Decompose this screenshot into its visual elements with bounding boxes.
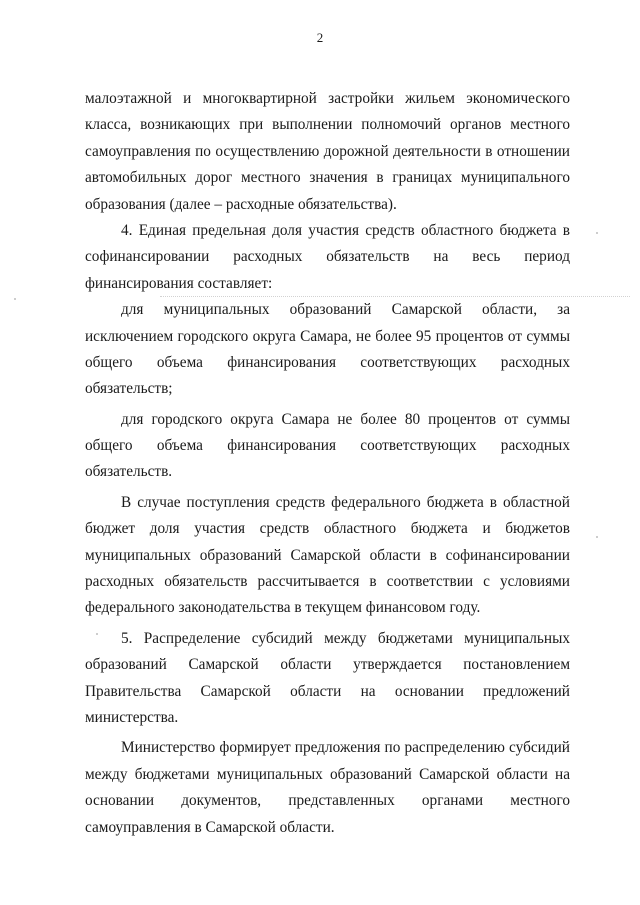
text-line: малоэтажной и многоквартирной застройки жильем экономического <box>85 90 570 107</box>
text-line: общего объема финансирования соответствующих расходных <box>85 437 570 455</box>
text-line: расходных обязательств рассчитывается в соответствии с условиями <box>85 573 570 591</box>
scan-artifact-line <box>160 296 630 299</box>
text-line: для городского округа Самара не более 80 процентов от суммы <box>121 410 570 428</box>
page-number: 2 <box>316 30 324 45</box>
document-body <box>85 86 570 841</box>
scan-artifact-dot <box>14 298 16 300</box>
text-line: между бюджетами муниципальных образований Самарской области на <box>85 765 570 783</box>
text-line: финансирования составляет: <box>85 274 273 292</box>
text-line: Правительства Самарской области на основании предложений <box>85 682 570 700</box>
text-line: Министерство формирует предложения по распределению субсидий <box>121 739 570 757</box>
text-line: образования (далее – расходные обязательства). <box>85 195 397 213</box>
scan-artifact-dot <box>596 536 598 538</box>
text-line: самоуправления в Самарской области. <box>85 818 335 836</box>
text-line: класса, возникающих при выполнении полномочий органов местного <box>85 116 570 134</box>
text-line: обязательств; <box>85 380 173 398</box>
scan-artifact-dot <box>96 633 98 635</box>
text-line: федерального законодательства в текущем финансовом году. <box>85 599 481 617</box>
text-line: для муниципальных образований Самарской области, за <box>121 301 570 319</box>
text-line: общего объема финансирования соответствующих расходных <box>85 353 570 371</box>
text-line: обязательств. <box>85 463 173 481</box>
text-line: бюджет доля участия средств областного бюджета и бюджетов <box>85 520 570 538</box>
text-line: самоуправления по осуществлению дорожной деятельности в отношении <box>85 142 570 160</box>
scan-artifact-dot <box>596 232 598 234</box>
text-line: муниципальных образований Самарской области в софинансировании <box>85 546 570 564</box>
text-line: софинансировании расходных обязательств на весь период <box>85 248 570 266</box>
text-line: В случае поступления средств федерального бюджета в областной <box>121 493 570 511</box>
text-line: исключением городского округа Самара, не более 95 процентов от суммы <box>85 327 570 345</box>
text-line: 5. Распределение субсидий между бюджетами муниципальных <box>121 629 570 647</box>
text-line: образований Самарской области утверждается постановлением <box>85 656 570 674</box>
text-line: министерства. <box>85 708 179 726</box>
text-line: основании документов, представленных органами местного <box>85 792 570 810</box>
text-line: 4. Единая предельная доля участия средств областного бюджета в <box>121 221 570 239</box>
text-line: автомобильных дорог местного значения в границах муниципального <box>85 169 570 187</box>
